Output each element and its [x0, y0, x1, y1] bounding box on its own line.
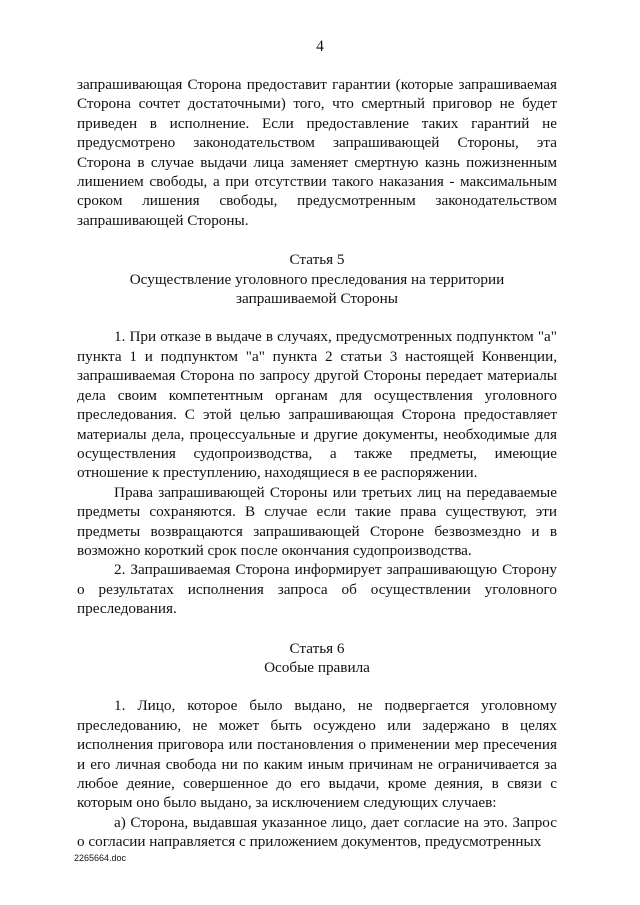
article5-paragraph-3: 2. Запрашиваемая Сторона информирует запрашивающую Сторону о результатах исполнения запроса об осуществлении уголовного преследования. — [77, 561, 557, 618]
article6-number: Статья 6 — [289, 639, 345, 657]
article5-paragraph-1: 1. При отказе в выдаче в случаях, предусмотренных подпунктом "а" пункта 1 и подпунктом "а" пункта 2 статьи 3 настоящей Конвенции, запрашиваемая Сторона по запросу другой Стороны передает материалы дела своим компетентным органам для осуществления уголовного преследования. С этой целью запрашивающая Сторона предоставляет материалы дела, процессуальные и другие документы, необходимые для осуществления судопроизводства, а также предметы, имеющие отношение к преступлению, находящиеся в ее распоряжении. — [77, 328, 557, 482]
article6-title: Особые правила — [264, 658, 370, 676]
article5-paragraph-2: Права запрашивающей Стороны или третьих лиц на передаваемые предметы сохраняются. В случае если такие права существуют, эти предметы возвращаются запрашивающей Стороне безвозмездно и в возможно короткий срок после окончания судопроизводства. — [77, 483, 557, 559]
article5-number: Статья 5 — [289, 251, 345, 269]
intro-paragraph: запрашивающая Сторона предоставит гарантии (которые запрашиваемая Сторона сочтет достаточными) того, что смертный приговор не будет приведен в исполнение. Если предоставление таких гарантий не предусмотрено законодательством запрашивающей Стороны, эта Сторона в случае выдачи лица заменяет смертную казнь пожизненным лишением свободы, а при отсутствии такого наказания - максимальным сроком лишения свободы, предусмотренным законодательством запрашивающей Стороны. — [77, 76, 557, 229]
document-file-id: 2265664.doc — [74, 853, 127, 863]
article6-paragraph-1: 1. Лицо, которое было выдано, не подвергается уголовному преследованию, не может быть осуждено или задержано в целях исполнения приговора или постановления о применении мер пресечения и его личная свобода ни по каким иным причинам не ограничивается за любое деяние, совершенное до его выдачи, кроме деяния, в связи с которым оно было выдано, за исключением следующих случаев: — [77, 697, 557, 812]
article5-title-line1: Осуществление уголовного преследования на территории — [129, 270, 505, 288]
page-number: 4 — [316, 38, 324, 55]
document-body — [77, 75, 557, 852]
article5-title-line2: запрашиваемой Стороны — [236, 290, 398, 308]
article6-paragraph-2: а) Сторона, выдавшая указанное лицо, дает согласие на это. Запрос о согласии направляется с приложением документов, предусмотренных — [77, 813, 557, 851]
